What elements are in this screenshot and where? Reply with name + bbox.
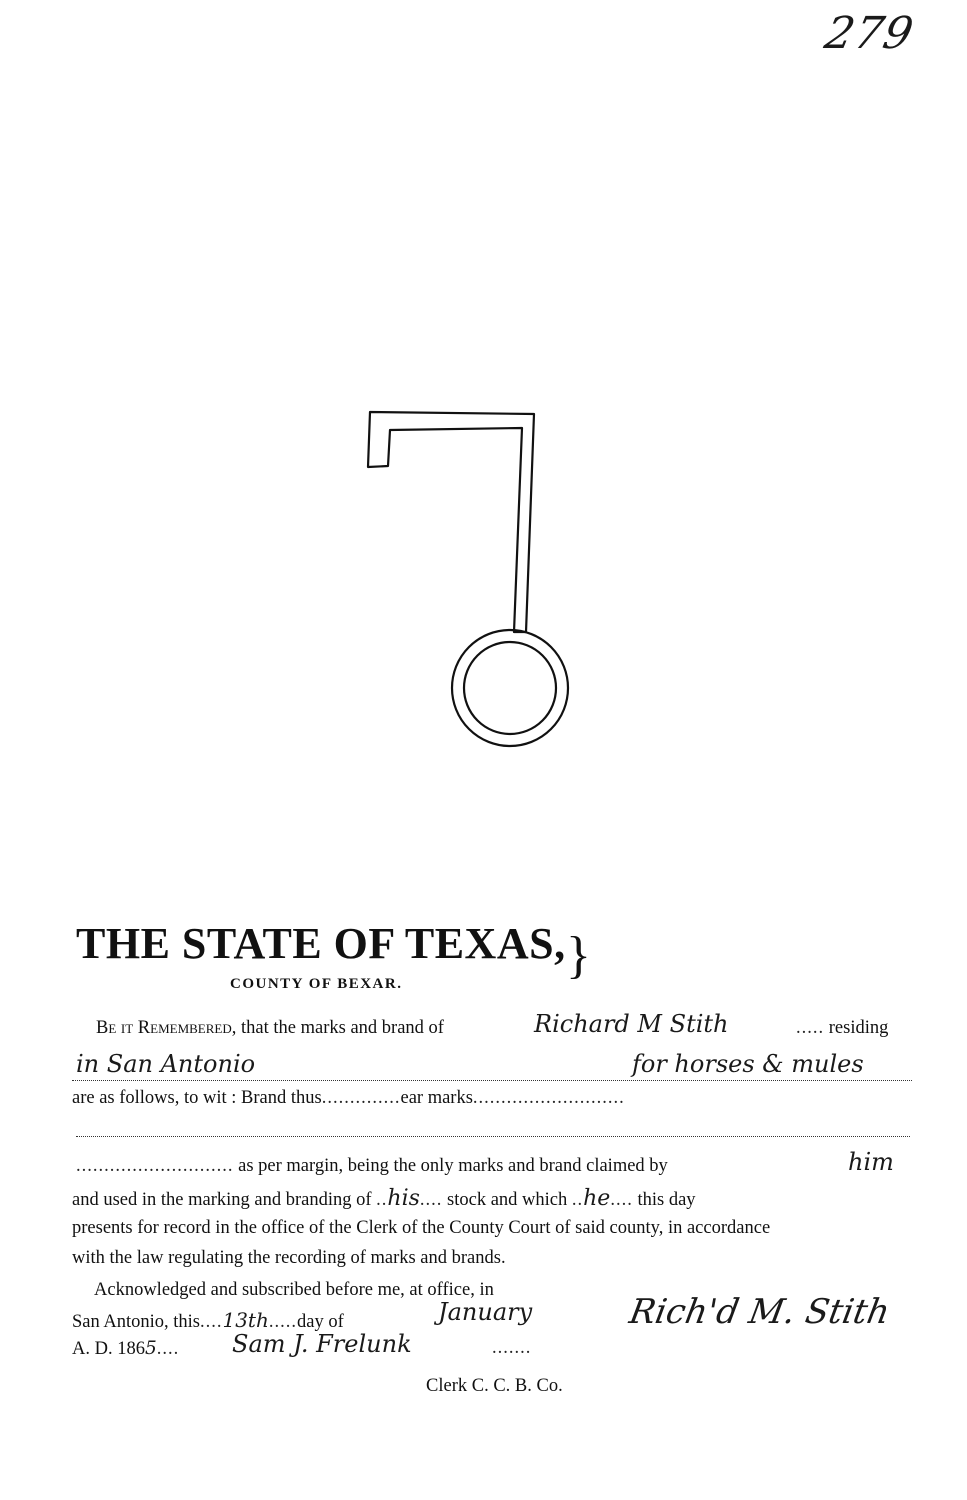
record-line-3 <box>72 1088 625 1109</box>
page-number: 279 <box>820 8 919 59</box>
county-heading: COUNTY OF BEXAR. <box>230 976 403 992</box>
line6-text-2: stock and which <box>447 1190 568 1210</box>
ear-marks-label: ear marks <box>400 1088 473 1108</box>
residence-underline <box>72 1080 912 1081</box>
ack-dots-b: ..... <box>268 1312 297 1332</box>
ack-dots-d: ....... <box>492 1338 532 1358</box>
clerk-signature: Sam J. Frelunk <box>232 1330 412 1358</box>
record-line-7: presents for record in the office of the Clerk of the County Court of said county, in accordance <box>72 1218 771 1238</box>
residing-dots: ..... <box>796 1018 825 1038</box>
ack-day-of: day of <box>296 1312 344 1332</box>
blank-dotted-line <box>76 1136 910 1137</box>
owner-signature: Rich'd M. Stith <box>626 1292 893 1332</box>
claimant-field: him <box>848 1148 894 1176</box>
brand-thus-label: Brand thus <box>241 1088 322 1108</box>
line6-dots-1: .. <box>376 1190 388 1210</box>
line3-prefix: are as follows, to wit : <box>72 1088 237 1108</box>
ack-dots-a: .... <box>199 1312 223 1332</box>
residence-field: in San Antonio <box>76 1050 256 1078</box>
line6-dots-2: .... <box>419 1190 443 1210</box>
purpose-field: for horses & mules <box>632 1050 864 1078</box>
page-title: THE STATE OF TEXAS, <box>76 919 566 968</box>
ack-year-digit: 5 <box>144 1338 157 1359</box>
residing-label <box>796 1018 888 1039</box>
record-line-6 <box>72 1186 696 1211</box>
ack-dots-c: .... <box>156 1339 180 1359</box>
line1-text: that the marks and brand of <box>241 1018 444 1038</box>
line5-dots: ............................ <box>76 1156 234 1176</box>
record-line-5 <box>76 1156 668 1177</box>
pronoun-his: his <box>387 1186 420 1211</box>
ack-year-prefix: A. D. 186 <box>72 1339 145 1359</box>
brand-mark-drawing <box>340 400 600 760</box>
owner-name-field: Richard M Stith <box>534 1010 729 1038</box>
be-it-remembered: Be it Remembered, <box>96 1018 237 1038</box>
line6-dots-3: .. <box>571 1190 584 1210</box>
brand-dots: .............. <box>321 1088 401 1108</box>
clerk-title: Clerk C. C. B. Co. <box>426 1376 563 1396</box>
ack-day: 13th <box>222 1308 269 1332</box>
line6-text-3: this day <box>637 1190 696 1210</box>
line5-text: as per margin, being the only marks and brand claimed by <box>238 1156 668 1176</box>
record-line-8: with the law regulating the recording of marks and brands. <box>72 1248 506 1268</box>
record-line-1 <box>96 1018 444 1039</box>
pronoun-he: he <box>583 1186 611 1211</box>
line6-text: and used in the marking and branding of <box>72 1190 372 1210</box>
ack-line-3 <box>72 1338 179 1360</box>
line6-dots-4: .... <box>610 1190 633 1210</box>
ack-line-1: Acknowledged and subscribed before me, at office, in <box>94 1280 494 1300</box>
header-brace: } <box>566 927 591 984</box>
ack-month: January <box>438 1298 533 1326</box>
ear-dots: ........................... <box>472 1088 625 1108</box>
residing-text: residing <box>828 1018 889 1038</box>
ack-line2-prefix: San Antonio, this <box>72 1312 200 1332</box>
